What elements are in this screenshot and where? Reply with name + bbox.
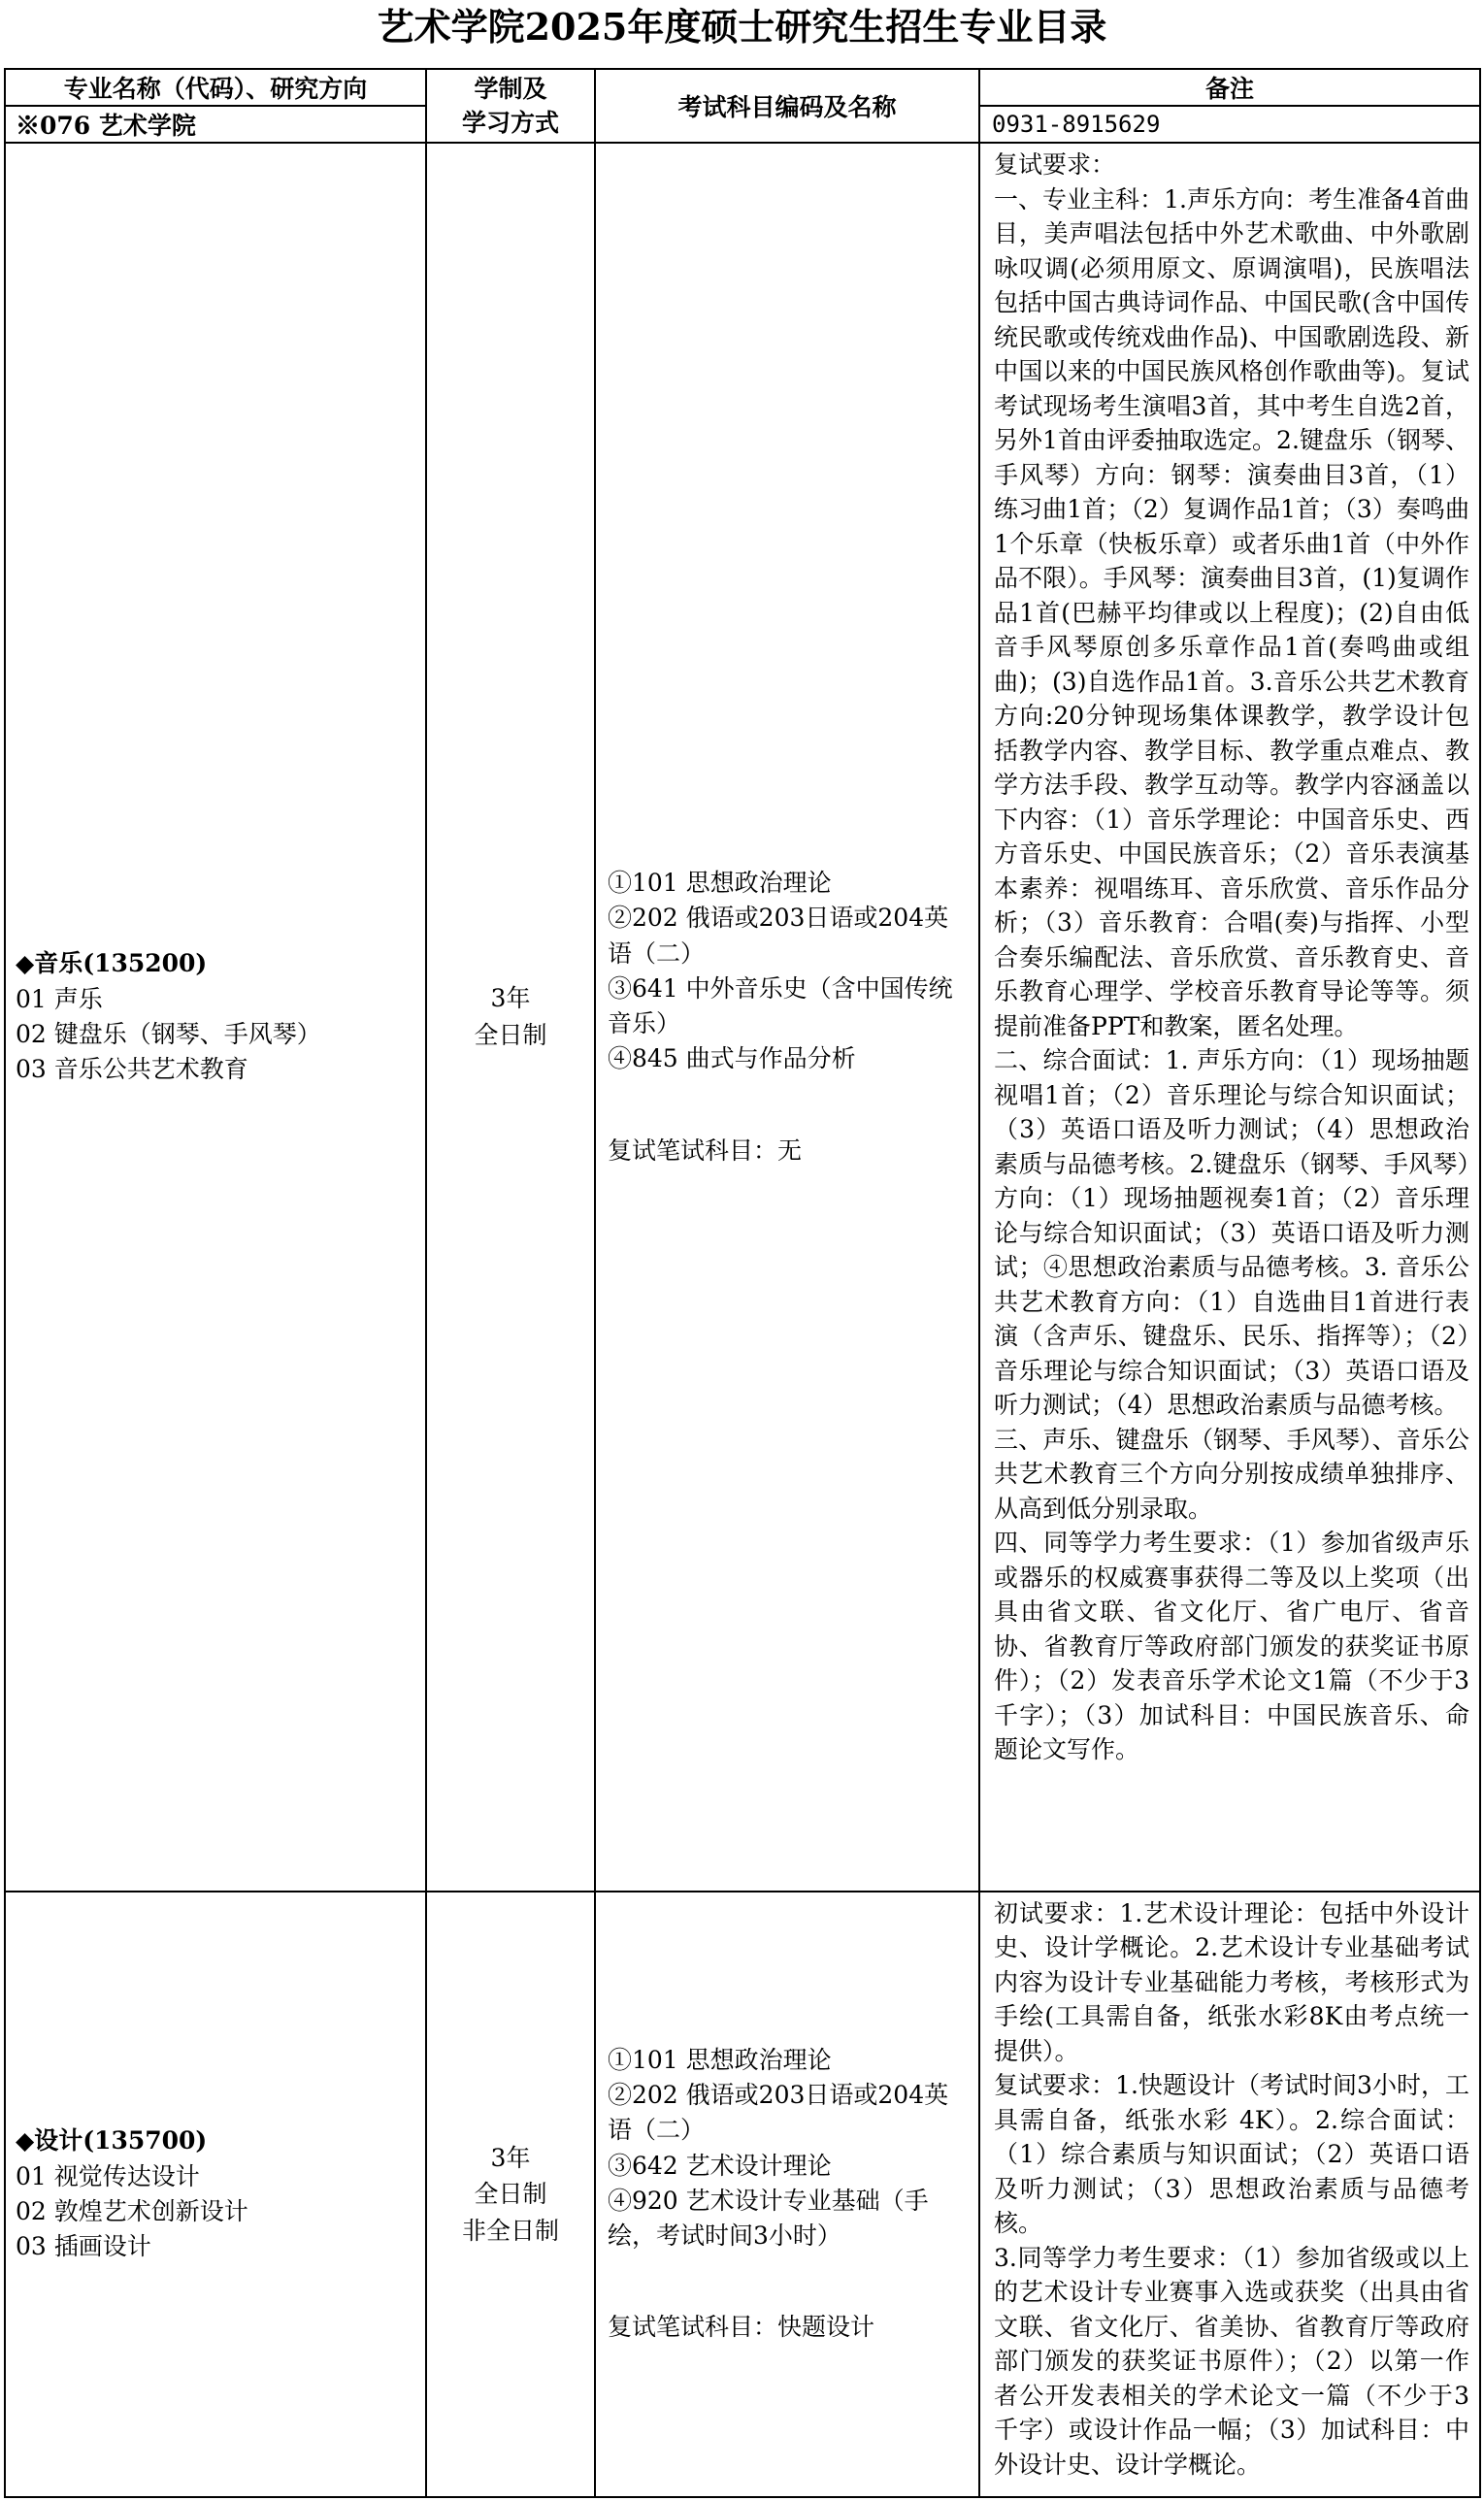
duration-cell xyxy=(426,143,595,1891)
header-notes: 备注 xyxy=(979,69,1480,106)
subject-item: ①101 思想政治理论 xyxy=(608,869,832,898)
major-name: ◆设计(135700) xyxy=(16,2126,208,2155)
table-row xyxy=(5,1892,1480,2497)
direction-item: 02 键盘乐（钢琴、手风琴） xyxy=(16,1019,321,1048)
header-subjects: 考试科目编码及名称 xyxy=(595,69,979,143)
subject-item: ④920 艺术设计专业基础（手绘，考试时间3小时） xyxy=(608,2186,929,2251)
direction-item: 02 敦煌艺术创新设计 xyxy=(16,2196,248,2225)
note-paragraph: 初试要求：1.艺术设计理论：包括中外设计史、设计学概论。2.艺术设计专业基础考试内容为设计专业基础能力考核，考核形式为手绘(工具需自备，纸张水彩8K由考点统一提供）。 xyxy=(994,1898,1469,2065)
study-mode: 全日制 xyxy=(474,1020,547,1049)
duration-years: 3年 xyxy=(490,984,531,1013)
notes-cell xyxy=(979,143,1480,1891)
header-major: 专业名称（代码）、研究方向 xyxy=(5,69,426,106)
subject-item: ②202 俄语或203日语或204英语（二） xyxy=(608,904,949,968)
spacer xyxy=(608,1077,965,1134)
subject-item: ②202 俄语或203日语或204英语（二） xyxy=(608,2081,949,2145)
header-duration-line2: 学习方式 xyxy=(461,109,559,138)
subjects-cell xyxy=(595,1892,979,2497)
study-mode: 全日制 xyxy=(474,2180,547,2209)
header-duration xyxy=(426,69,595,143)
header-duration-line1: 学制及 xyxy=(474,75,547,104)
major-cell xyxy=(5,1892,426,2497)
note-paragraph: 三、声乐、键盘乐（钢琴、手风琴）、音乐公共艺术教育三个方向分别按成绩单独排序、从高到低分别录取。 xyxy=(994,1425,1469,1523)
note-paragraph: 四、同等学力考生要求：（1）参加省级声乐或器乐的权威赛事获得二等及以上奖项（出具由省文联、省文化厅、省广电厅、省音协、省教育厅等政府部门颁发的获奖证书原件）；（2）发表音乐学术论文1篇（不少于3千字）；（3）加试科目：中国民族音乐、命题论文写作。 xyxy=(994,1529,1469,1764)
notes-cell xyxy=(979,1892,1480,2497)
direction-item: 03 插画设计 xyxy=(16,2232,151,2261)
retest-subject: 复试笔试科目：无 xyxy=(608,1135,803,1165)
major-cell xyxy=(5,143,426,1891)
subject-item: ③641 中外音乐史（含中国传统音乐） xyxy=(608,973,953,1038)
note-paragraph: 二、综合面试：1. 声乐方向：（1）现场抽题视唱1首；（2）音乐理论与综合知识面试；（3）英语口语及听力测试；（4）思想政治素质与品德考核。2.键盘乐（钢琴、手风琴）方向：（1）现场抽题视奏1首；（2）音乐理论与综合知识面试；（3）英语口语及听力测试；④思想政治素质与品德考核。3. 音乐公共艺术教育方向：（1）自选曲目1首进行表演（含声乐、键盘乐、民乐、指挥等）；（2）音乐理论与综合知识面试；（3）英语口语及听力测试；（4）思想政治素质与品德考核。 xyxy=(994,1046,1469,1420)
subject-item: ④845 曲式与作品分析 xyxy=(608,1044,856,1073)
catalog-table xyxy=(4,68,1481,2498)
contact-phone: 0931-8915629 xyxy=(979,106,1480,143)
spacer xyxy=(608,2254,965,2310)
subjects-cell xyxy=(595,143,979,1891)
direction-item: 03 音乐公共艺术教育 xyxy=(16,1055,248,1084)
direction-item: 01 声乐 xyxy=(16,984,103,1013)
retest-subject: 复试笔试科目：快题设计 xyxy=(608,2313,875,2342)
page-title: 艺术学院2025年度硕士研究生招生专业目录 xyxy=(377,5,1107,49)
duration-cell xyxy=(426,1892,595,2497)
major-name: ◆音乐(135200) xyxy=(16,949,208,978)
college-code: ※076 艺术学院 xyxy=(5,106,426,143)
note-paragraph: 复试要求： xyxy=(994,150,1116,180)
note-paragraph: 一、专业主科：1.声乐方向：考生准备4首曲目，美声唱法包括中外艺术歌曲、中外歌剧咏叹调(必须用原文、原调演唱)，民族唱法包括中国古典诗词作品、中国民歌(含中国传统民歌或传统戏曲作品)、中国歌剧选段、新中国以来的中国民族风格创作歌曲等)。复试考试现场考生演唱3首，其中考生自选2首，另外1首由评委抽取选定。2.键盘乐（钢琴、手风琴）方向：钢琴：演奏曲目3首，（1）练习曲1首；（2）复调作品1首；（3）奏鸣曲1个乐章（快板乐章）或者乐曲1首（中外作品不限）。手风琴：演奏曲目3首，(1)复调作品1首(巴赫平均律或以上程度)；(2)自由低音手风琴原创多乐章作品1首(奏鸣曲或组曲)；(3)自选作品1首。3.音乐公共艺术教育方向:20分钟现场集体课教学，教学设计包括教学内容、教学目标、教学重点难点、教学方法手段、教学互动等。教学内容涵盖以下内容：（1）音乐学理论：中国音乐史、西方音乐史、中国民族音乐；（2）音乐表演基本素养：视唱练耳、音乐欣赏、音乐作品分析；（3）音乐教育：合唱(奏)与指挥、小型合奏乐编配法、音乐欣赏、音乐教育史、音乐教育心理学、学校音乐教育导论等等。须提前准备PPT和教案，匿名处理。 xyxy=(994,184,1469,1040)
duration-years: 3年 xyxy=(490,2143,531,2172)
study-mode: 非全日制 xyxy=(461,2216,559,2245)
subject-item: ③642 艺术设计理论 xyxy=(608,2151,832,2180)
note-paragraph: 复试要求：1.快题设计（考试时间3小时，工具需自备，纸张水彩 4K）。2.综合面试：（1）综合素质与知识面试；（2）英语口语及听力测试；（3）思想政治素质与品德考核。 xyxy=(994,2071,1469,2238)
direction-item: 01 视觉传达设计 xyxy=(16,2161,200,2190)
table-row xyxy=(5,143,1480,1891)
note-paragraph: 3.同等学力考生要求：（1）参加省级或以上的艺术设计专业赛事入选或获奖（出具由省文联、省文化厅、省美协、省教育厅等政府部门颁发的获奖证书原件）；（2）以第一作者公开发表相关的学术论文一篇（不少于3千字）或设计作品一幅；（3）加试科目：中外设计史、设计学概论。 xyxy=(994,2243,1469,2479)
subject-item: ①101 思想政治理论 xyxy=(608,2045,832,2074)
